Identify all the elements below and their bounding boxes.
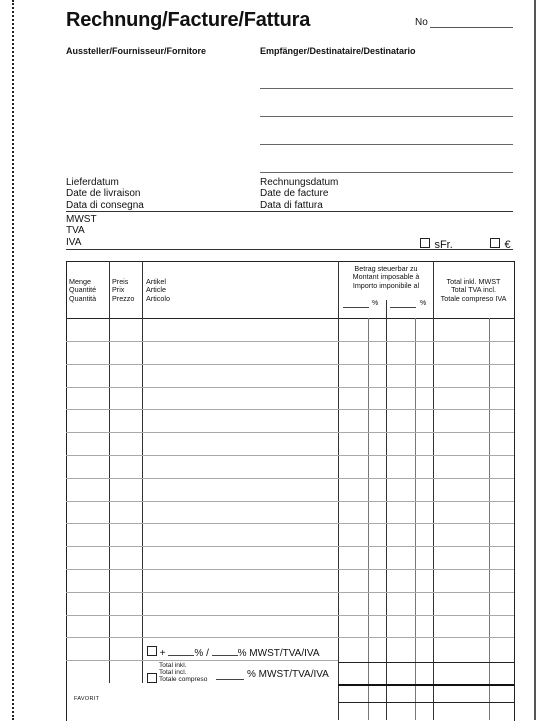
total-vat-label: % MWST/TVA/IVA: [247, 669, 329, 680]
table-row[interactable]: [66, 592, 514, 593]
rate-field-1[interactable]: [343, 307, 369, 308]
total-incl-label: Total inkl. Total incl. Totale compreso: [159, 662, 208, 684]
table-row[interactable]: [66, 546, 514, 547]
invoice-date-label: Rechnungsdatum Date de facture Data di fattura: [260, 177, 339, 211]
table-row[interactable]: [66, 409, 514, 410]
vat-label: MWST TVA IVA: [66, 214, 97, 248]
date-divider: [66, 211, 513, 212]
rate-percent-1: %: [372, 300, 379, 307]
total-incl-checkbox[interactable]: [147, 673, 157, 683]
table-row[interactable]: [66, 455, 514, 456]
col-divider: [433, 261, 434, 720]
recipient-line-3[interactable]: [260, 144, 513, 145]
total-vat-rate-field[interactable]: [216, 679, 244, 680]
summary-divider-3: [338, 702, 514, 703]
invoice-number-field[interactable]: [430, 27, 513, 28]
col-subdivider: [368, 318, 369, 720]
recipient-line-4[interactable]: [260, 172, 513, 173]
recipient-label: Empfänger/Destinataire/Destinatario: [260, 46, 416, 56]
vat-rate-field-2[interactable]: [212, 646, 238, 656]
table-row[interactable]: [66, 432, 514, 433]
perforation-line: [12, 0, 14, 720]
chf-checkbox[interactable]: [420, 238, 430, 248]
col-divider: [338, 261, 339, 720]
table-row[interactable]: [66, 387, 514, 388]
rate-percent-2: %: [420, 300, 427, 307]
table-row[interactable]: [66, 341, 514, 342]
table-row[interactable]: [66, 478, 514, 479]
col-divider: [109, 261, 110, 683]
eur-checkbox[interactable]: [490, 238, 500, 248]
invoice-number-label: No: [415, 17, 428, 28]
col-subdivider: [415, 318, 416, 720]
summary-divider-2: [338, 684, 514, 686]
brand-footer: FAVORIT: [74, 696, 100, 702]
table-row[interactable]: [66, 364, 514, 365]
vat-rate-field[interactable]: [168, 646, 194, 656]
col-divider: [142, 261, 143, 683]
eur-label: €: [504, 239, 511, 251]
table-row[interactable]: [66, 637, 514, 638]
total-incl-checkbox-wrap: [147, 670, 157, 688]
vat-rate-checkbox[interactable]: [147, 646, 157, 656]
table-row[interactable]: [66, 501, 514, 502]
vat-divider: [66, 249, 513, 250]
rate-field-2[interactable]: [390, 307, 416, 308]
quantity-header: Menge Quantité Quantità: [69, 277, 97, 303]
issuer-label: Aussteller/Fournisseur/Fornitore: [66, 46, 207, 56]
delivery-date-label: Lieferdatum Date de livraison Data di consegna: [66, 177, 144, 211]
total-header: Total inkl. MWST Total TVA incl. Totale compreso IVA: [440, 277, 507, 303]
page-edge: [534, 0, 536, 720]
taxable-amount-header: Betrag steuerbar zu Montant imposable à Importo imponibile al: [352, 264, 420, 290]
chf-label: sFr.: [434, 239, 453, 251]
recipient-line-2[interactable]: [260, 116, 513, 117]
eur-option[interactable]: [490, 235, 511, 253]
recipient-line-1[interactable]: [260, 88, 513, 89]
article-header: Artikel Article Articolo: [146, 277, 170, 303]
price-header: Preis Prix Prezzo: [112, 277, 135, 303]
page-title: Rechnung/Facture/Fattura: [66, 9, 311, 31]
table-row[interactable]: [66, 660, 338, 661]
table-header-divider: [66, 318, 514, 319]
table-row[interactable]: [66, 569, 514, 570]
summary-divider-1: [338, 662, 514, 663]
col-divider: [386, 300, 387, 720]
table-row[interactable]: [66, 615, 514, 616]
chf-option[interactable]: [420, 235, 453, 253]
vat-rate-row: + % / % MWST/TVA/IVA: [147, 646, 320, 659]
col-subdivider: [489, 318, 490, 720]
table-row[interactable]: [66, 523, 514, 524]
